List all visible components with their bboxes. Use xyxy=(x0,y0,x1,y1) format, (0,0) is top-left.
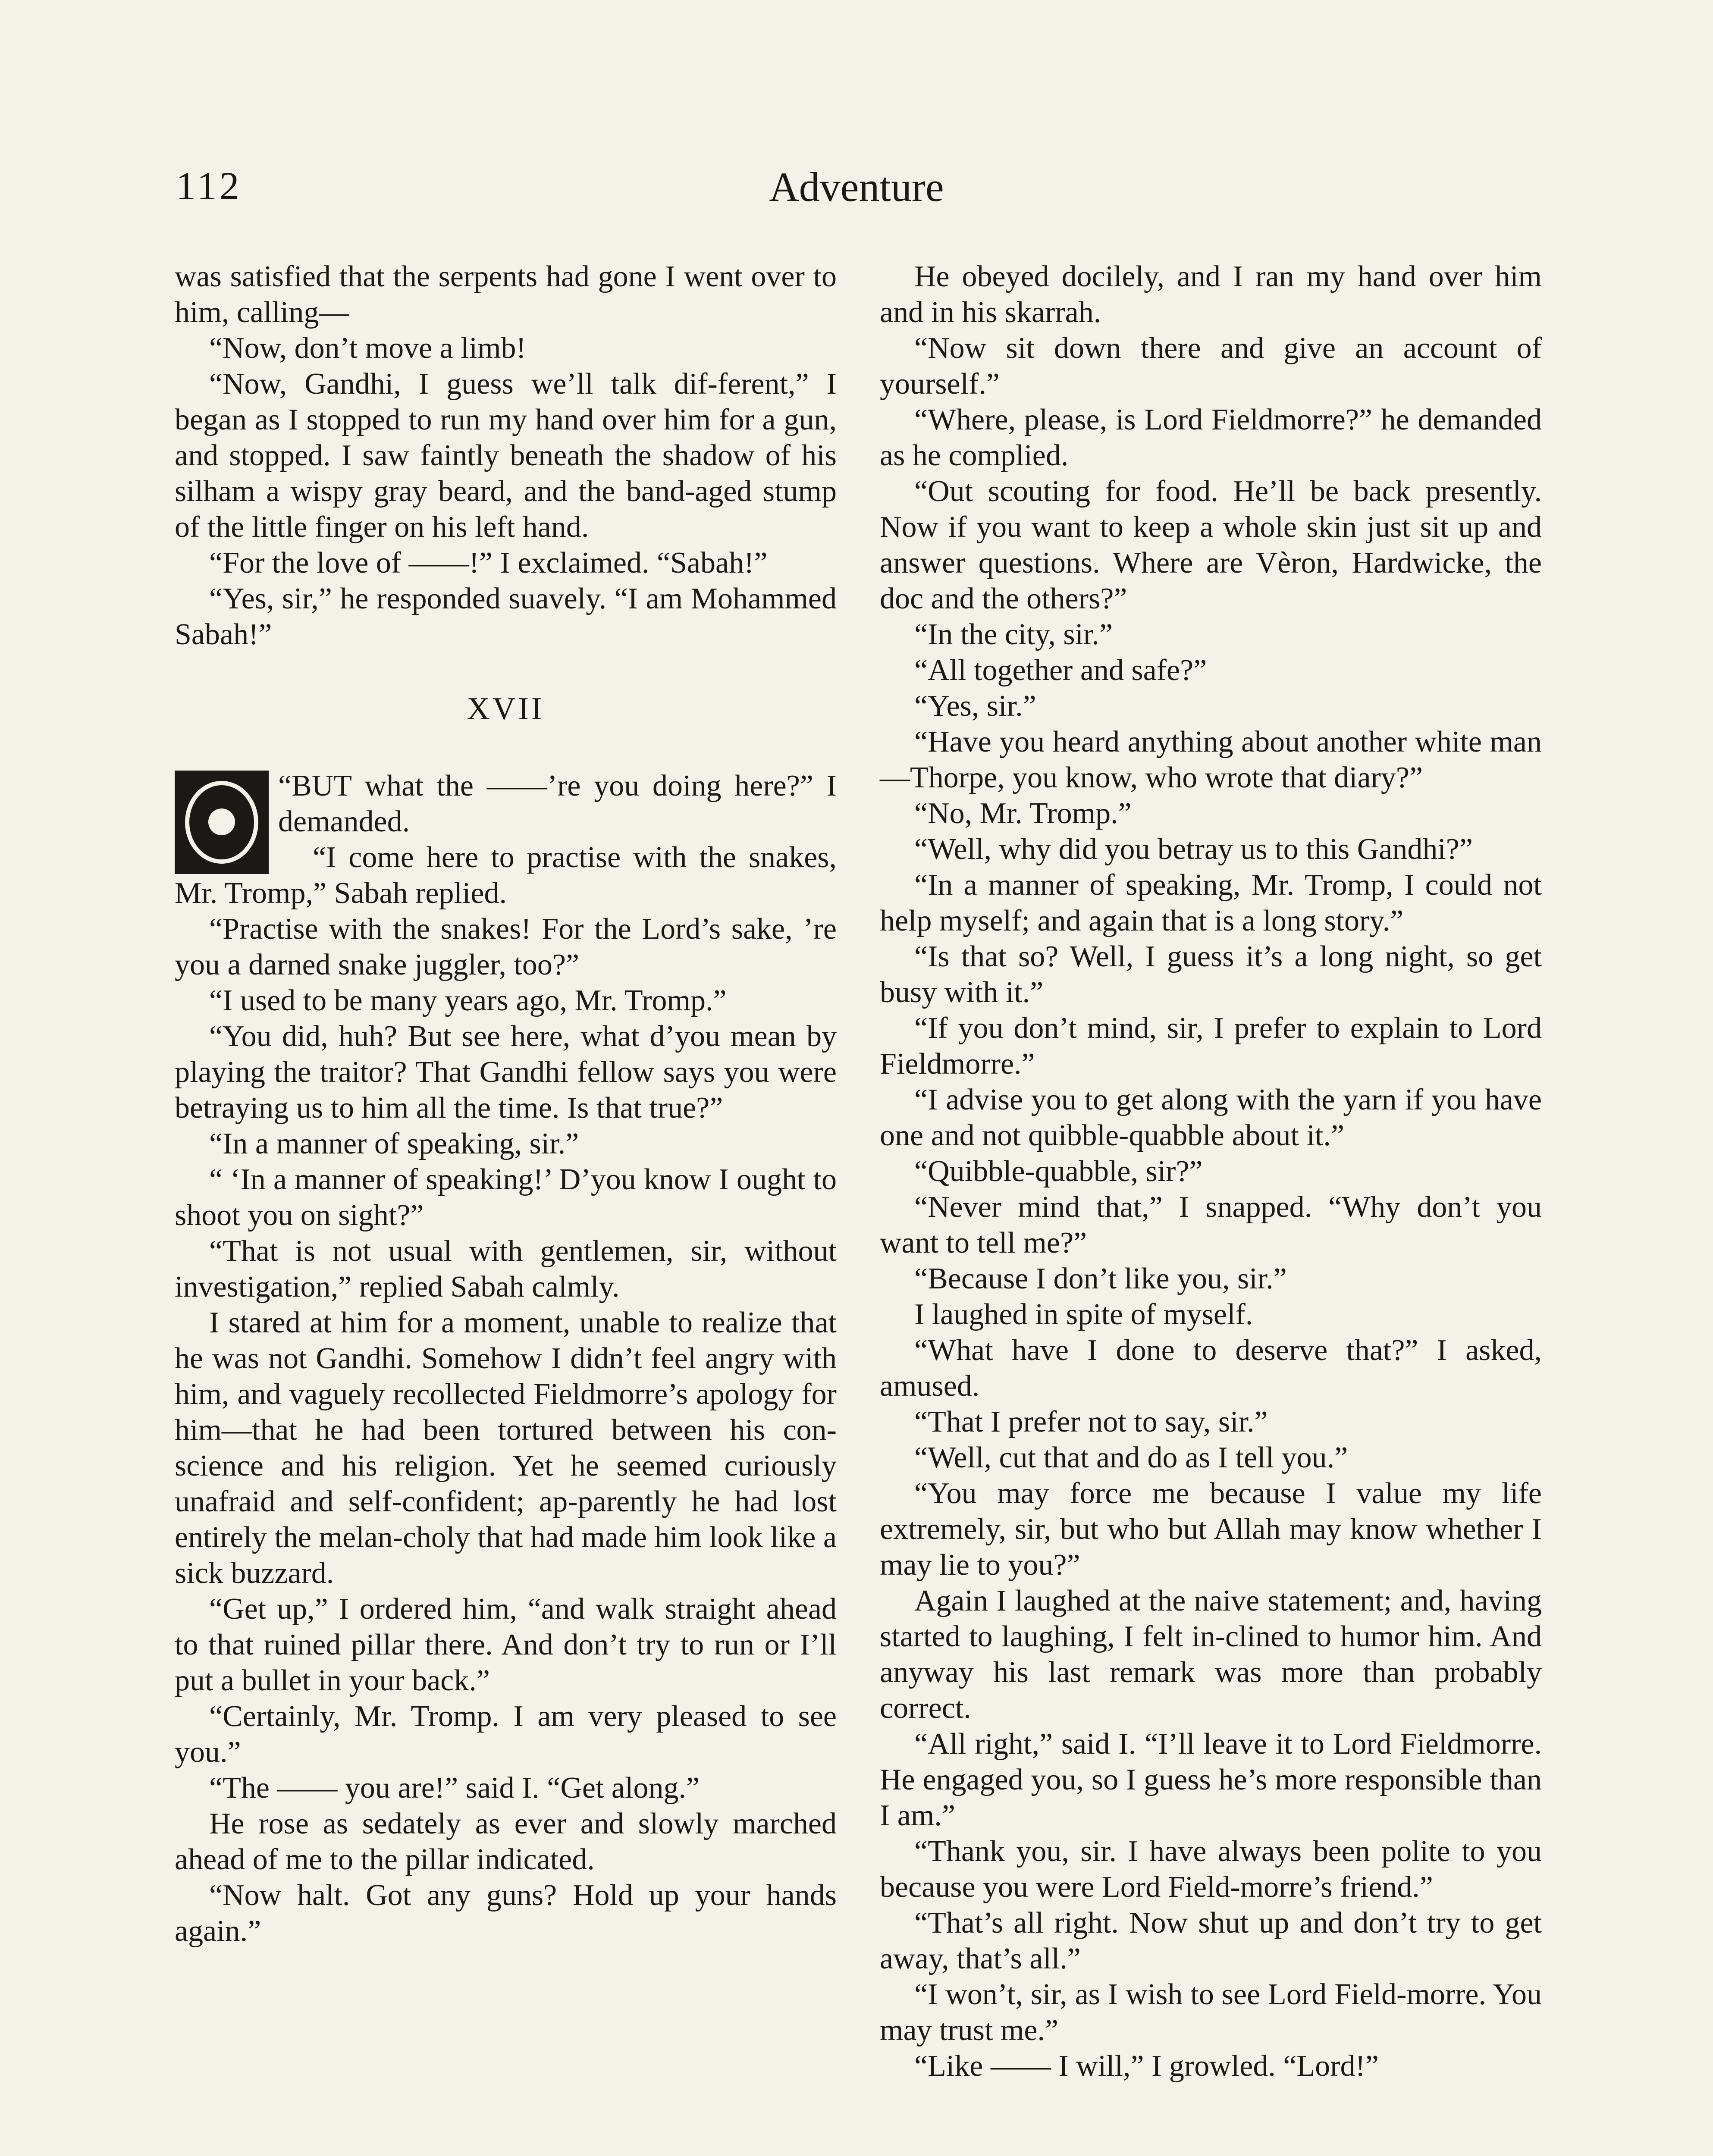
paragraph: “In the city, sir.” xyxy=(914,618,1113,651)
paragraph: “All right,” said I. “I’ll leave it to Lord Fieldmorre. He engaged you, so I guess he’s more responsible than I am.” xyxy=(880,1727,1542,1832)
paragraph: “Thank you, sir. I have always been polite to you because you were Lord Field-morre’s friend.” xyxy=(880,1835,1542,1904)
paragraph: “In a manner of speaking, sir.” xyxy=(209,1127,579,1160)
running-head: Adventure xyxy=(769,164,944,210)
paragraph: “Out scouting for food. He’ll be back presently. Now if you want to keep a whole skin just sit up and answer questions. Where are Vèron, Hardwicke, the doc and the others?” xyxy=(880,475,1542,615)
paragraph: “Like —— I will,” I growled. “Lord!” xyxy=(914,2049,1379,2083)
paragraph: “That is not usual with gentlemen, sir, without investigation,” replied Sabah calmly. xyxy=(175,1235,837,1304)
paragraph: “I come here to practise with the snakes, Mr. Tromp,” Sabah replied. xyxy=(175,841,837,910)
paragraph: He obeyed docilely, and I ran my hand over him and in his skarrah. xyxy=(880,260,1542,329)
paragraph: “No, Mr. Tromp.” xyxy=(914,797,1132,830)
paragraph: “You did, huh? But see here, what d’you mean by playing the traitor? That Gandhi fellow says you were betraying us to him all the time. Is that true?” xyxy=(175,1020,837,1125)
paragraph: “I advise you to get along with the yarn if you have one and not quibble-quabble about it.” xyxy=(880,1083,1542,1152)
paragraph: “Now, Gandhi, I guess we’ll talk dif-ferent,” I began as I stopped to run my hand over him for a gun, and stopped. I saw faintly beneath the shadow of his silham a wispy gray beard, and the band-aged stump of the little finger on his left hand. xyxy=(175,367,837,544)
paragraph: He rose as sedately as ever and slowly marched ahead of me to the pillar indicated. xyxy=(175,1807,837,1876)
paragraph: “Have you heard anything about another white man—Thorpe, you know, who wrote that diary?” xyxy=(880,725,1542,794)
left-column xyxy=(175,259,837,1949)
paragraph: “ ‘In a manner of speaking!’ D’you know I ought to shoot you on sight?” xyxy=(175,1163,837,1232)
paragraph: “All together and safe?” xyxy=(914,654,1207,687)
paragraph: “Now halt. Got any guns? Hold up your hands again.” xyxy=(175,1879,837,1948)
paragraph: “Now, don’t move a limb! xyxy=(209,332,526,365)
paragraph: “Where, please, is Lord Fieldmorre?” he demanded as he complied. xyxy=(880,403,1542,472)
paragraph: “What have I done to deserve that?” I asked, amused. xyxy=(880,1334,1542,1403)
page-number: 112 xyxy=(176,164,242,208)
paragraph: I laughed in spite of myself. xyxy=(914,1298,1253,1331)
paragraph: “In a manner of speaking, Mr. Tromp, I could not help myself; and again that is a long story.” xyxy=(880,868,1542,937)
paragraph: “Quibble-quabble, sir?” xyxy=(914,1155,1203,1188)
paragraph: “Yes, sir.” xyxy=(914,689,1036,723)
paragraph: “Get up,” I ordered him, “and walk straight ahead to that ruined pillar there. And don’t try to run or I’ll put a bullet in your back.” xyxy=(175,1592,837,1697)
paragraph: “That’s all right. Now shut up and don’t try to get away, that’s all.” xyxy=(880,1906,1542,1975)
paragraph: was satisfied that the serpents had gone I went over to him, calling— xyxy=(175,260,837,329)
paragraph: “That I prefer not to say, sir.” xyxy=(914,1405,1268,1438)
paragraph: “Yes, sir,” he responded suavely. “I am Mohammed Sabah!” xyxy=(175,582,837,651)
paragraph: “Practise with the snakes! For the Lord’s sake, ’re you a darned snake juggler, too?” xyxy=(175,912,837,981)
paragraph: “For the love of ——!” I exclaimed. “Sabah!” xyxy=(209,546,768,580)
drop-cap-ornament-icon xyxy=(175,771,269,874)
paragraph: “Well, why did you betray us to this Gandhi?” xyxy=(914,833,1473,866)
paragraph: “Now sit down there and give an account of yourself.” xyxy=(880,332,1542,401)
paragraph: “You may force me because I value my life extremely, sir, but who but Allah may know whether I may lie to you?” xyxy=(880,1477,1542,1582)
paragraph: “Never mind that,” I snapped. “Why don’t you want to tell me?” xyxy=(880,1191,1542,1260)
paragraph: “I won’t, sir, as I wish to see Lord Field-morre. You may trust me.” xyxy=(880,1978,1542,2047)
paragraph: I stared at him for a moment, unable to realize that he was not Gandhi. Somehow I didn’t feel angry with him, and vaguely recollected Fieldmorre’s apology for him—that he had been tortured between his con-science and his religion. Yet he seemed curiously unafraid and self-confident; ap-parently he had lost entirely the melan-choly that had made him look like a sick buzzard. xyxy=(175,1306,837,1590)
right-column xyxy=(880,259,1542,2084)
paragraph: “Because I don’t like you, sir.” xyxy=(914,1262,1287,1295)
drop-cap-paragraph: “BUT what the ——’re you doing here?” I demanded. xyxy=(278,769,837,838)
paragraph: “Certainly, Mr. Tromp. I am very pleased to see you.” xyxy=(175,1700,837,1769)
paragraph: “The —— you are!” said I. “Get along.” xyxy=(209,1771,700,1805)
paragraph: “If you don’t mind, sir, I prefer to explain to Lord Fieldmorre.” xyxy=(880,1012,1542,1081)
chapter-heading: XVII xyxy=(467,691,545,727)
paragraph: “I used to be many years ago, Mr. Tromp.” xyxy=(209,984,727,1017)
paragraph: “Is that so? Well, I guess it’s a long night, so get busy with it.” xyxy=(880,940,1542,1009)
paragraph: “Well, cut that and do as I tell you.” xyxy=(914,1441,1348,1474)
paragraph: Again I laughed at the naive statement; and, having started to laughing, I felt in-clined to humor him. And anyway his last remark was more than probably correct. xyxy=(880,1584,1542,1725)
